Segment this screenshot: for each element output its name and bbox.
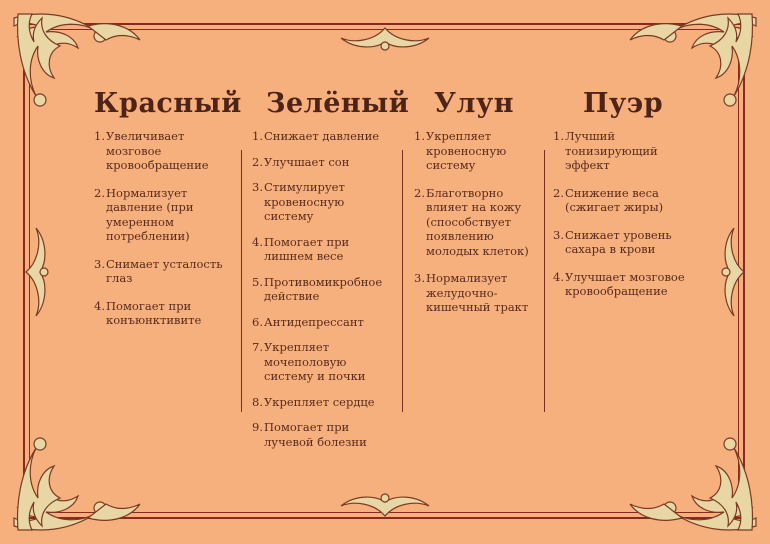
list-item: 6. Антидепрессант	[252, 314, 364, 329]
column-title-red: Красный	[94, 88, 242, 119]
list-item: 4. Помогает при конъюнктивите	[94, 298, 202, 327]
list-item: 1. Лучший тонизирующий эффект	[553, 129, 658, 172]
list-puer	[553, 129, 691, 299]
list-item: 1. Укрепляет кровеносную систему	[414, 129, 507, 172]
list-item: 5. Противомикробное действие	[252, 274, 383, 303]
list-item: 4. Улучшает мозговое кровообращение	[553, 269, 685, 298]
list-item: 4. Помогает при лишнем весе	[252, 234, 350, 263]
list-green	[252, 129, 394, 449]
top-center-ornament	[335, 22, 435, 58]
column-divider	[402, 150, 403, 412]
corner-ornament-bottom-left	[0, 424, 160, 544]
list-item: 3. Нормализует желудочно-кишечный тракт	[414, 271, 529, 314]
list-red	[94, 129, 234, 328]
column-green	[252, 88, 410, 449]
left-center-ornament	[20, 222, 56, 322]
column-oolong	[414, 88, 544, 315]
column-divider	[544, 150, 545, 412]
list-oolong	[414, 129, 544, 315]
list-item: 8. Укрепляет сердце	[252, 394, 375, 409]
right-center-ornament	[714, 222, 750, 322]
column-title-puer: Пуэр	[583, 88, 664, 119]
list-item: 2. Нормализует давление (при умеренном потреблении)	[94, 185, 194, 243]
list-item: 1. Увеличивает мозговое кровообращение	[94, 129, 209, 172]
list-item: 2. Улучшает сон	[252, 154, 350, 169]
list-item: 9. Помогает при лучевой болезни	[252, 420, 367, 449]
list-item: 2. Благотворно влияет на кожу (способствует появлению молодых клеток)	[414, 185, 529, 258]
column-divider	[241, 150, 242, 412]
column-title-oolong: Улун	[434, 88, 514, 119]
list-item: 7. Укрепляет мочеполовую систему и почки	[252, 340, 366, 383]
list-item: 3. Снижает уровень сахара в крови	[553, 227, 672, 256]
list-item: 2. Снижение веса (сжигает жиры)	[553, 185, 664, 214]
list-item: 1. Снижает давление	[252, 129, 380, 143]
list-item: 3. Стимулирует кровеносную систему	[252, 180, 345, 223]
bottom-center-ornament	[335, 486, 435, 522]
column-title-green: Зелёный	[266, 88, 410, 119]
list-item: 3. Снимает усталость глаз	[94, 256, 223, 285]
corner-ornament-bottom-right	[610, 424, 770, 544]
column-puer	[553, 88, 691, 299]
column-red	[94, 88, 242, 328]
